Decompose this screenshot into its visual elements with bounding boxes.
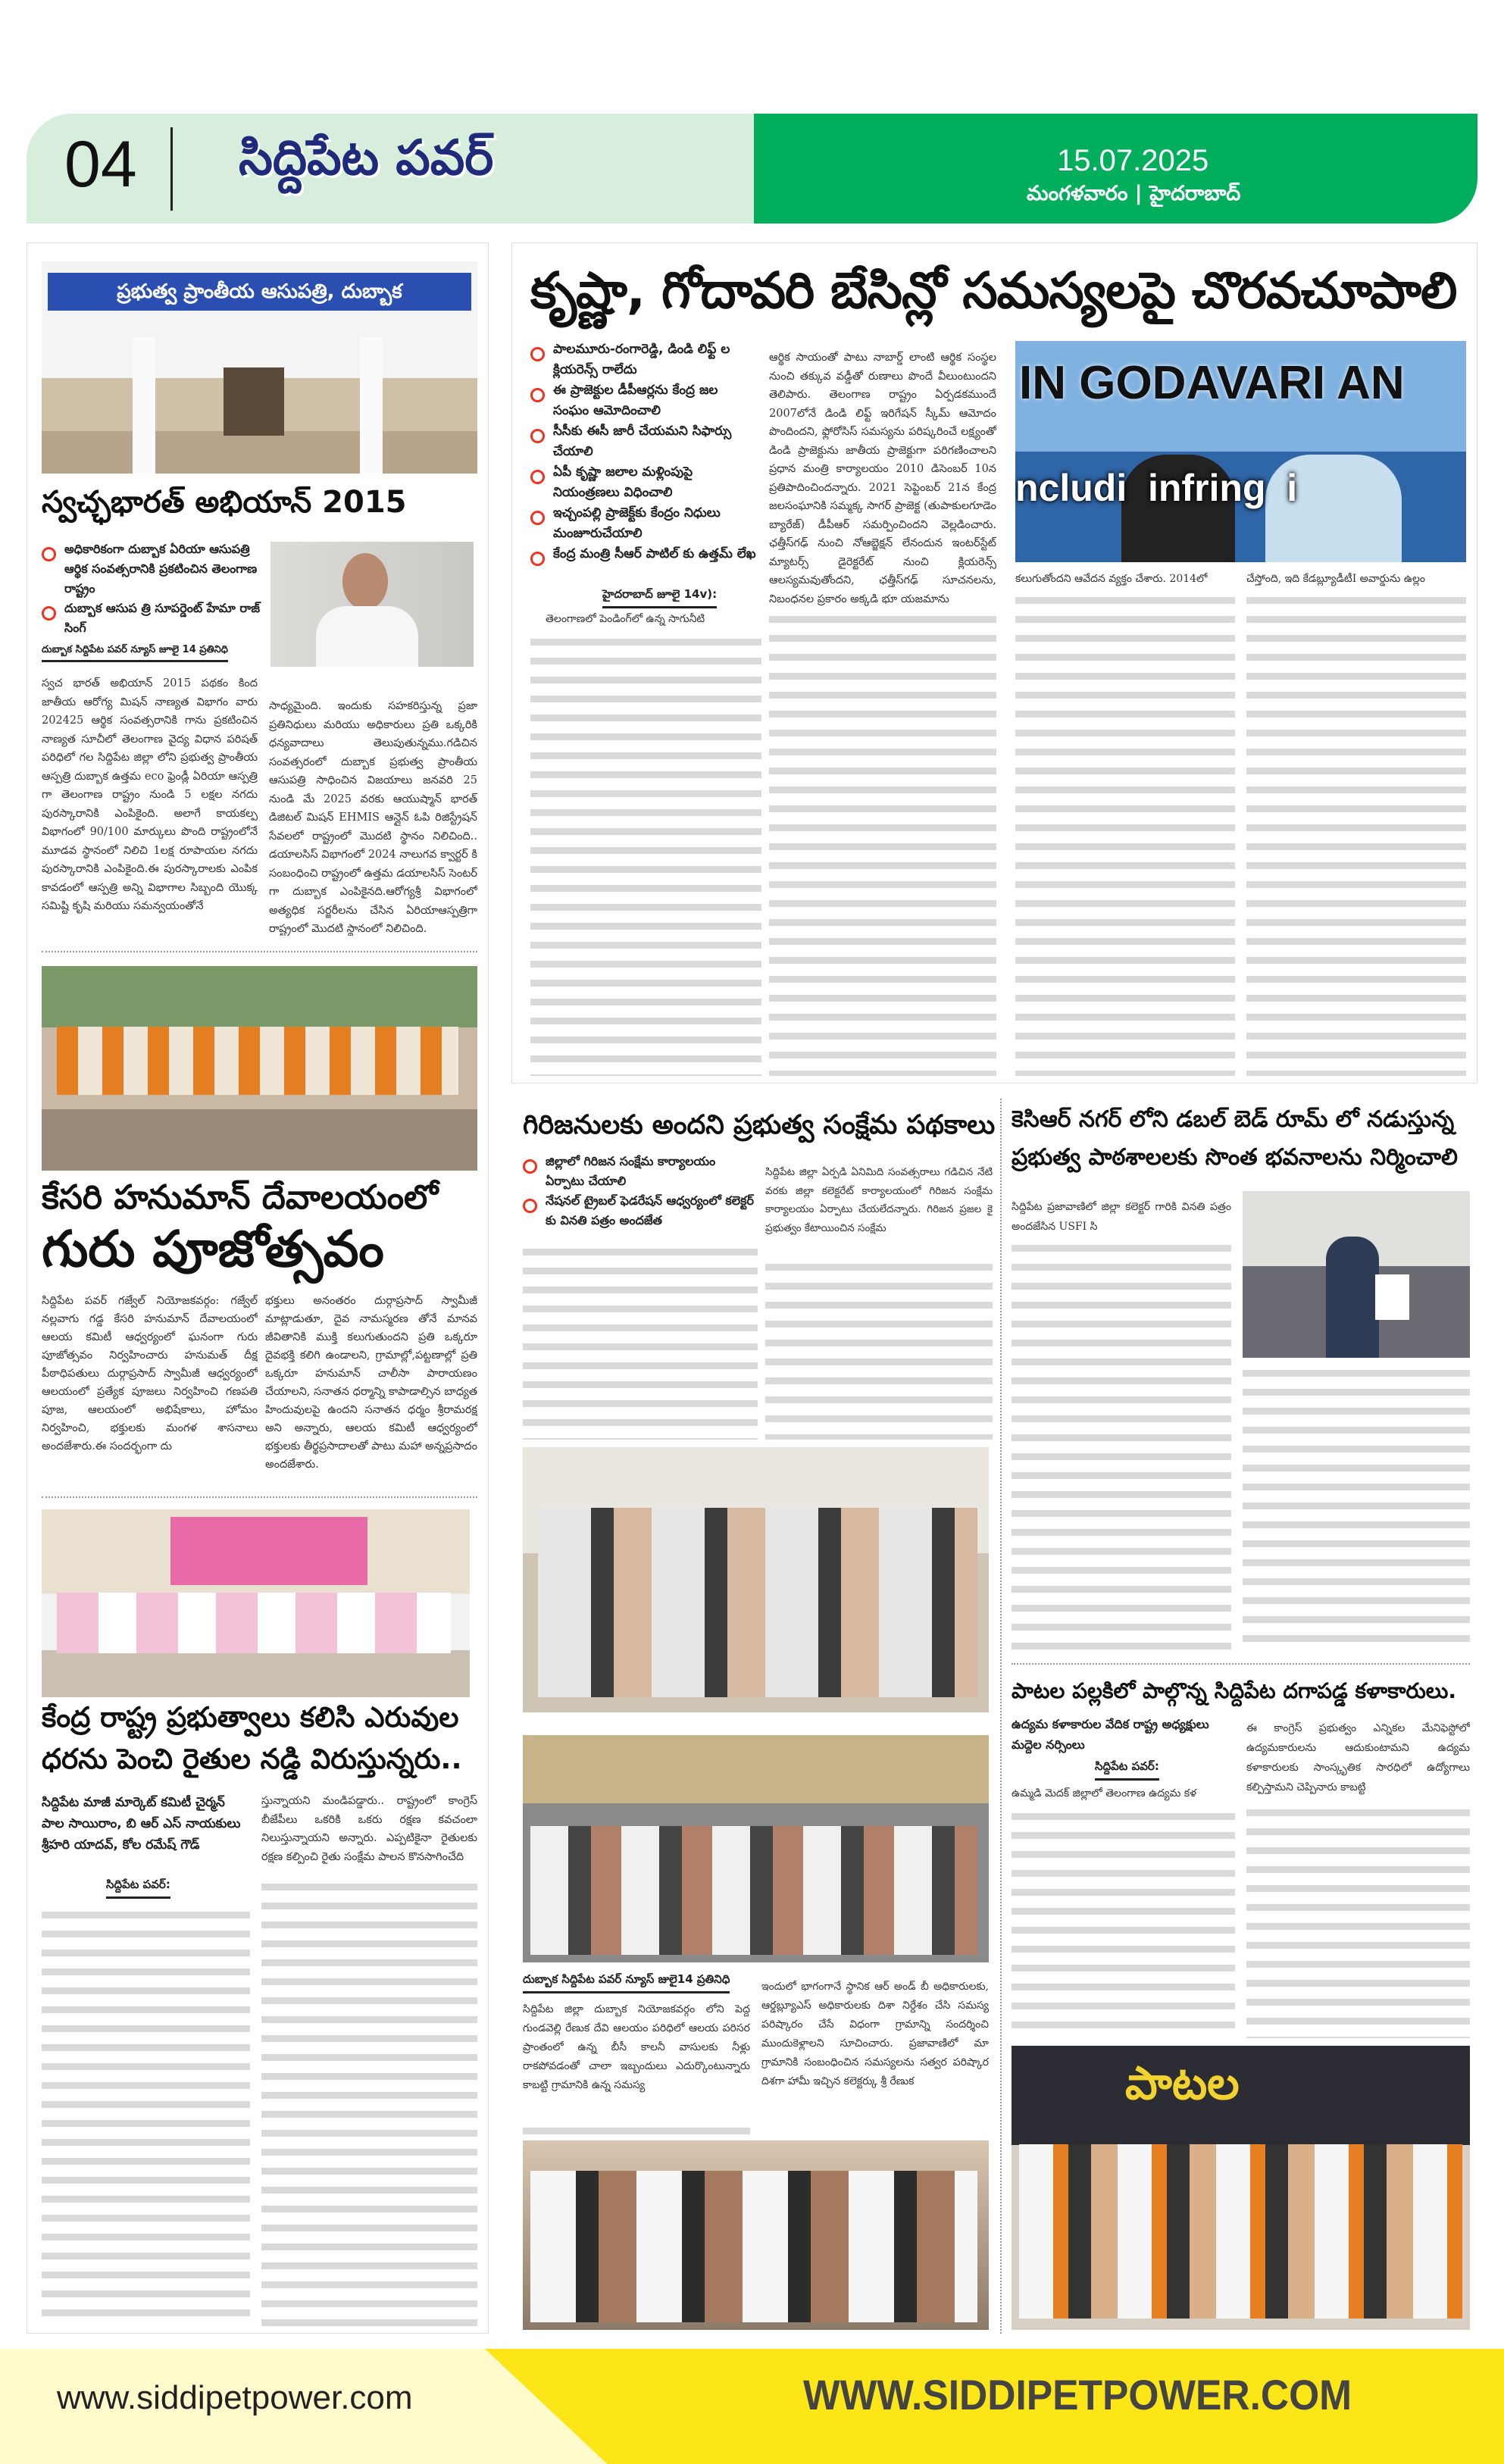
hospital-sign: ప్రభుత్వ ప్రాంతీయ ఆసుపత్రి, దుబ్బాక (48, 273, 471, 311)
column-divider (1000, 1099, 1002, 2334)
banner-text: IN GODAVARI AN (1019, 357, 1405, 409)
hospital-photo (42, 261, 477, 474)
article-body: స్వచ భారత్ అభియాన్ 2015 పథకం కింద జాతీయ ఆరోగ్య మిషన్ నాణ్యత విభాగం వారు 202425 ఆర్థిక సంవత్సరానికి గాను ప్రకటించిన నాణ్యత సూచీలో తెలంగాణ వైద్య విధాన పరిషత్ పరిధిలో గల సిద్దిపేట జిల్లా లోని ప్రభుత్వ ప్రాంతీయ ఆస్పత్రి దుబ్బాక ఉత్తమ eco ఫ్రెండ్లీ ఏరియా ఆస్పత్రి గా తెలంగాణ రాష్ట్రం నుండి 5 లక్షల నగదు పురస్కారానికి ఎంపికైంది. అలాగే కాయకల్ప విభాగంలో 90/100 మార్కులు పొంది రాష్ట్రంలోనే మూడవ స్థానంలో నిలిచి 1లక్ష రూపాయల నగదు పురస్కారానికి ఎంపికైంది.ఈ పురస్కారాలకు ఎంపిక కావడంలో ఆస్పత్రి అన్ని విభాగాల సిబ్బంది యొక్క సమిష్టి కృషి మరియు సమన్వయంతోనే (42, 677, 258, 912)
article-body-text (1246, 1803, 1470, 2038)
footer-website-link[interactable]: www.siddipetpower.com (57, 2379, 413, 2416)
article-body: సిద్దిపేట జిల్లా దుబ్బాక నియోజకవర్గం లోని పెద్ద గుండవెల్లి రేణుక దేవి ఆలయం పరిధిలో ఆలయ పరిసర ప్రాంతంలో ఉన్న బీసీ కాలనీ వాసులకు నీళ్లు రాకపోవడంతో చాలా ఇబ్బందులు ఎదుర్కొంటున్నారు కాబట్టి గ్రామానికి ఉన్న సమస్య (523, 2003, 750, 2091)
stage-banner-text: పాటల (1125, 2057, 1240, 2110)
headline: కేసరి హనుమాన్ దేవాలయంలో (42, 1178, 439, 1217)
byline: దుబ్బాక సిద్దిపేట పవర్ న్యూస్ జూలై 14 ప్రతినిధి (42, 644, 228, 662)
article-body-text (1246, 591, 1466, 1076)
footer-website-link-large[interactable]: WWW.SIDDIPETPOWER.COM (803, 2371, 1352, 2419)
bullet: ఇచ్చంపల్లి ప్రాజెక్ట్‌కు కేంద్రం నిధులు మంజూరుచేయాలి (530, 503, 758, 544)
headline: కేంద్ర రాష్ట్ర ప్రభుత్వాలు కలిసి ఎరువుల (42, 1701, 459, 1734)
headline: పాటల పల్లకిలో పాల్గొన్న సిద్దిపేట దగాపడ్డ కళాకారులు. (1012, 1678, 1456, 1703)
tribal-photo (523, 1447, 989, 1712)
press-meet-photo (42, 1509, 470, 1697)
divider (170, 127, 173, 211)
article-body: భక్తులు అనంతరం దుర్గాప్రసాద్ స్వామీజీ మాట్లాడుతూ, దైవ నామస్మరణ తోనే మానవ జీవితానికి ముక్తి కలుగుతుందని ప్రతి ఒక్కరూ దైవభక్తి కలిగి ఉండాలని, గ్రామాల్లో,పట్టణాల్లో ప్రతి ఒక్కరూ హనుమాన్ చాలీసా పారాయణం చేయాలని, సనాతన ధర్మాన్ని కాపాడాల్సిన బాధ్యత హిందువులపై ఉందని సనాతన ధర్మం శ్రీరామరక్ష అని అన్నారు, ఆలయ కమిటీ ఆధ్వర్యంలో భక్తులకు తీర్థప్రసాదాలతో పాటు మహా అన్నప్రసాదం అందజేశారు. (265, 1295, 477, 1471)
article-body-text (765, 1258, 993, 1440)
article-body: స్తున్నాయని మండిపడ్డారు.. రాష్ట్రంలో కాంగ్రెస్ బీజేపీలు ఒకరికి ఒకరు రక్షణ కవచంలా నిలుస్తున్నాయని అన్నారు. ఎప్పటికైనా రైతులకు రక్షణ కల్పించి రైతు సంక్షేమ పాలన కొనసాగించేది (261, 1795, 477, 1863)
main-headline: కృష్ణా, గోదావరి బేసిన్లో సమస్యలపై చొరవచూపాలి (530, 261, 1457, 320)
article-body: సిద్దిపేట ప్రజావాణిలో జిల్లా కలెక్టర్ గారికి వినతి పత్రం అందజేసిన USFI సి (1012, 1201, 1231, 1233)
article-body: చేస్తోంది, ఇది కేడబ్ల్యూడీటీI అవార్డును ఉల్లం (1246, 573, 1426, 585)
article-body: తెలంగాణలో పెండింగ్‌లో ఉన్న సాగునీటి (546, 613, 705, 625)
divider (1012, 1663, 1470, 1665)
article-body-text (42, 1906, 250, 2326)
bullet: అధికారికంగా దుబ్బాక ఏరియా ఆసుపత్రి ఆర్థిక సంవత్సరానికి ప్రకటించిన తెలంగాణ రాష్ట్రం (42, 539, 261, 599)
article-body: సిద్దిపేట పవర్ గజ్వేల్ నియోజకవర్గం: గజ్వేల్ నల్లవాగు గడ్డ కేసరి హనుమాన్ దేవాలయంలో ఆలయ కమిటీ ఆధ్వర్యంలో ఘనంగా గురు పూజోత్సవం నిర్వహించారు హనుమత్ దీక్ష పీఠాధిపతులు దుర్గాప్రసాద్ స్వామీజీ ఆధ్వర్యంలో ఆలయంలో ప్రత్యేక పూజలు నిర్వహించి గణపతి పూజ, ఆలయంలో అభిషేకాలు, హోమం నిర్వహించి, భక్తులకు మంగళ శాసనాలు అందజేశారు.ఈ సందర్భంగా దు (42, 1295, 258, 1452)
article-body: సిద్దిపేట జిల్లా ఏర్పడి ఏనిమిది సంవత్సరాలు గడిచిన నేటి వరకు జిల్లా కలెక్టరేట్ కార్యాలయంలో గిరిజన సంక్షేమ కార్యాలయం ఏర్పాటు చేయలేదన్నారు. గిరిజన ప్రజల కై ప్రభుత్వం కేటాయించిన సంక్షేమ (765, 1166, 993, 1234)
bullet: కేంద్ర మంత్రి సీఆర్ పాటిల్ కు ఉత్తమ్ లేఖ (530, 544, 758, 564)
residents-photo (523, 2140, 989, 2330)
article-body-text (1243, 1364, 1470, 1652)
byline: సిద్దిపేట పవర్: (106, 1878, 170, 1899)
article-body-text (261, 1878, 477, 2326)
meeting-photo (1015, 341, 1466, 562)
article-body-text (1012, 1239, 1231, 1652)
headline: ధరను పెంచి రైతుల నడ్డి విరుస్తున్నరు.. (42, 1743, 462, 1775)
article-body-text (523, 2122, 750, 2140)
bullet: నేషనల్ ట్రైబల్ ఫెడరేషన్ ఆధ్వర్యంలో కలెక్టర్ కు వినతి పత్రం అందజేత (523, 1191, 758, 1230)
bullet: పాలమూరు-రంగారెడ్డి, డిండి లిఫ్ట్ ల క్లియరెన్స్ రాలేదు (530, 339, 758, 380)
day-place: మంగళవారం | హైదరాబాద్ (1027, 182, 1241, 205)
headline: గురు పూజోత్సవం (42, 1220, 384, 1278)
bullet: దుబ్బాక ఆసుప త్రి సూపర్డెంట్ హేమా రాజ్ సింగ్ (42, 599, 261, 638)
masthead-title: సిద్దిపేట పవర్ (239, 130, 494, 186)
doctor-photo (270, 542, 474, 667)
banner-text: ncludi infring i (1015, 467, 1298, 509)
page-number: 04 (64, 128, 137, 201)
issue-date: 15.07.2025 (1057, 144, 1209, 177)
article-body-text (523, 1243, 758, 1440)
prajavani-photo (523, 1735, 989, 1962)
headline: కెసిఆర్ నగర్ లోని డబల్ బెడ్ రూమ్ లో నడుస్తున్న (1012, 1106, 1455, 1133)
bullet: ఏపీ కృష్ణా జలాల మళ్లింపుపై నియంత్రణలు విధించాలి (530, 462, 758, 503)
article-body: ఆర్థిక సాయంతో పాటు నాబార్డ్ లాంటి ఆర్థిక సంస్థల నుంచి తక్కువ వడ్డీతో రుణాలు పొందే వీలుంటుందని తెలిపారు. తెలంగాణ రాష్ట్రం ఏర్పడకముందే 2007లోనే డిండి లిఫ్ట్ ఇరిగేషన్ స్కీమ్ ఆమోదం పొందిందని, ఫ్లోరోసిస్ సమస్యను పరిష్కరించే లక్ష్యంతో డిండి ప్రాజెక్టును జాతీయ ప్రాజెక్టుగా పరిగణించాలని ప్రధాన మంత్రి కార్యాలయం 2010 డిసెంబర్ 10న ప్రతిపాదించిందన్నారు. 2021 సెప్టెంబర్ 21న కేంద్ర జలసంఘానికి సమ్మక్క సాగర్ ప్రాజెక్ట (తుపాకులగూడెం బ్యారేజ్) డీపీఆర్ సమర్పించిందని వెల్లడించారు. ఛత్తీస్‌గఢ్ నుంచి నోఆబ్జెక్షన్ లేనందున ఇంటర్‌స్టేట్ మ్యాటర్స్ డైరెక్టరేట్ నుంచి క్లియరెన్స్ ఆలస్యమవుతోందని, ఛత్తీస్‌గఢ్ సూచనలను, నిబంధనల ప్రకారం అక్కడి భూ యజమాను (769, 352, 996, 605)
subhead: సిద్దిపేట మాజీ మార్కెట్ కమిటీ చైర్మన్ పాల సాయిరాం, బి ఆర్ ఎస్ నాయకులు శ్రీహరి యాదవ్, కోల రమేష్ గౌడ్ (42, 1795, 241, 1853)
headline: గిరిజనులకు అందని ప్రభుత్వ సంక్షేమ పథకాలు (523, 1110, 996, 1140)
divider (42, 951, 477, 952)
article-body: ఈ కాంగ్రెస్ ప్రభుత్వం ఎన్నికల మేనిఫెస్టోలో ఉద్యమకారులను ఆదుకుంటామని ఉద్యమ కళాకారులకు సాంస్కృతిక సారధిలో ఉద్యోగాలు కల్పిస్తామని చెప్పినారు కాబట్టి (1246, 1722, 1470, 1793)
byline: దుబ్బాక సిద్దిపేట పవర్ న్యూస్ జులై14 ప్రతినిధి (523, 1972, 730, 1993)
dateline: హైదరాబాద్ జూలై 14v): (602, 587, 717, 608)
bullet: ఈ ప్రాజెక్టుల డీపీఆర్లను కేంద్ర జల సంఘం ఆమోదించాలి (530, 380, 758, 421)
byline: సిద్దిపేట పవర్: (1095, 1759, 1159, 1781)
headline: ప్రభుత్వ పాఠశాలలకు సొంత భవనాలను నిర్మించాలి (1012, 1144, 1458, 1171)
temple-photo (42, 966, 477, 1171)
article-body-text (1012, 1807, 1235, 2038)
bullet: సీసీకు ఈసీ జారీ చేయమని సిఫార్సు చేయాలి (530, 421, 758, 462)
article-body: ఉమ్మడి మెదక్ జిల్లాలో తెలంగాణ ఉద్యమ కళ (1012, 1787, 1197, 1800)
divider (42, 1496, 477, 1498)
school-petition-photo (1243, 1191, 1470, 1358)
headline: స్వచ్ఛభారత్ అభియాన్ 2015 (42, 485, 407, 520)
artists-stage-photo (1012, 2046, 1470, 2330)
article-body: సాధ్యమైంది. ఇందుకు సహకరిస్తున్న ప్రజా ప్రతినిధులు మరియు అధికారులు ప్రతి ఒక్కరికి ధన్యవాదాలు తెలుపుతున్నము.గడిచిన సంవత్సరంలో దుబ్బాక ప్రభుత్వ ప్రాంతీయ ఆసుపత్రి సాధించిన విజయాలు జనవరి 25 నుండి మే 2025 వరకు ఆయుష్మాన్ భారత్ డిజిటల్ మిషన్ EHMIS ఆన్లైన్ ఓపి రిజిస్ట్రేషన్ సేవలలో రాష్ట్రంలో మొదటి స్థానం నిలిచింది.. డయాలసిస్ విభాగంలో 2024 నాలుగవ క్వార్టర్ కి సంబంధించి రాష్ట్రంలో ఉత్తమ డయాలసిస్ సెంటర్ గా దుబ్బాక ఎంపికైనది.ఆరోగ్యశ్రీ విభాగంలో అత్యధిక సర్జరీలను చేసిన ఏరియాఆస్పత్రిగా రాష్ట్రంలో మొదటి స్థానంలో నిలిచింది. (269, 700, 477, 935)
article-body: ఇందులో భాగంగానే స్థానిక ఆర్ అండ్ బీ అధికారులకు, ఆర్డబ్ల్యూఎస్ అధికారులకు దిశా నిర్దేశం చేసి సమస్య పరిష్కారం చేసే విధంగా గ్రామాన్ని సందర్శించి ముందుకెళ్లాలని సూచించారు. ప్రజావాణిలో మా గ్రామానికి సంబంధించిన సమస్యలను సత్వర పరిష్కార దిశగా హామీ ఇచ్చిన కలెక్టర్కు శ్రీ రేణుక (761, 1981, 989, 2087)
article-body: కలుగుతోందని ఆవేదన వ్యక్తం చేశారు. 2014లో (1015, 573, 1208, 585)
article-body-text (769, 610, 996, 1076)
bullet: జిల్లాలో గిరిజన సంక్షేమ కార్యాలయం ఏర్పాటు చేయాలి (523, 1152, 758, 1191)
article-body-text (1015, 591, 1235, 1076)
subhead: ఉద్యమ కళాకారుల వేదిక రాష్ట్ర అధ్యక్షులు మద్దెల నర్సింలు (1012, 1717, 1209, 1752)
article-body-text (530, 633, 761, 1076)
